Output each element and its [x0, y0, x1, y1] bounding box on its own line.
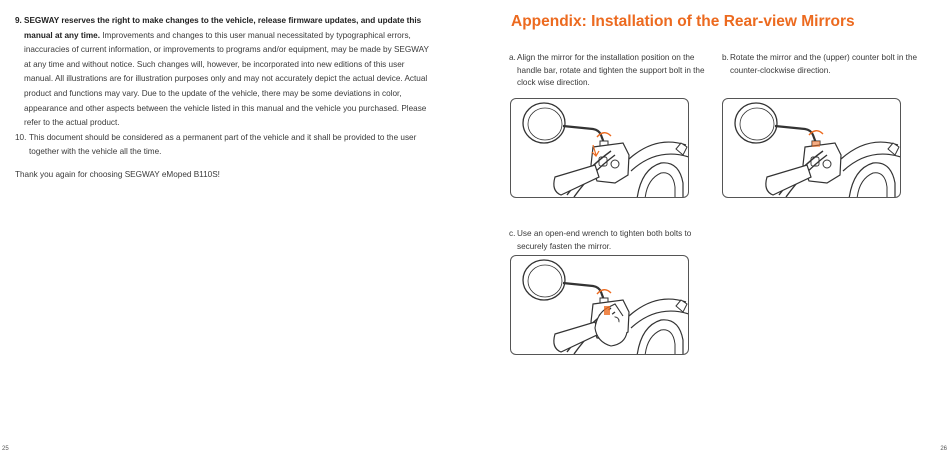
- step-b: [722, 52, 922, 77]
- step-b-text: Rotate the mirror and the (upper) counter bolt in the counter-clockwise direction.: [730, 53, 918, 75]
- note-10-text: This document should be considered as a permanent part of the vehicle and it shall be provided to the user together with the vehicle all the time.: [29, 132, 417, 157]
- step-a: [509, 52, 709, 90]
- note-9: [15, 14, 435, 131]
- step-c-label: c.: [509, 229, 516, 238]
- step-c: [509, 228, 709, 253]
- thanks-text: Thank you again for choosing SEGWAY eMoped B110S!: [15, 170, 220, 179]
- illustration-step-b: [722, 98, 901, 198]
- right-page: [475, 0, 950, 455]
- step-a-label: a.: [509, 53, 516, 62]
- note-9-text: Improvements and changes to this user manual necessitated by typographical errors, inaccuracies of current information, or improvements to programs and/or equipment, may be made by SEGWAY at any time and without notice. Such changes will, however, be incorporated into new editions of this user manual. All illustrations are for illustration purposes only and may not accurately depict the actual device. Actual product and functions may vary. Due to the update of the vehicle, there may be some deviations in color, appearance and other aspects between the vehicle listed in this manual and the vehicle you purchased. Please refer to the actual product.: [24, 30, 429, 128]
- illustration-step-a: [510, 98, 689, 198]
- page-number-left: 25: [2, 446, 9, 452]
- step-a-text: Align the mirror for the installation position on the handle bar, rotate and tighten the support bolt in the clock wise direction.: [517, 53, 705, 87]
- notes-list: [15, 14, 435, 160]
- appendix-title: Appendix: Installation of the Rear-view Mirrors: [511, 13, 855, 30]
- note-9-bold-text: SEGWAY reserves the right to make changes to the vehicle, release firmware updates, and update this manual at any time.: [24, 16, 422, 40]
- note-10: [15, 131, 435, 160]
- note-9-number: 9.: [15, 16, 22, 25]
- illustration-step-c: [510, 255, 689, 355]
- step-c-text: Use an open-end wrench to tighten both bolts to securely fasten the mirror.: [517, 229, 692, 251]
- note-10-number: 10.: [15, 132, 27, 142]
- page-number-right: 26: [940, 446, 947, 452]
- step-b-label: b.: [722, 53, 729, 62]
